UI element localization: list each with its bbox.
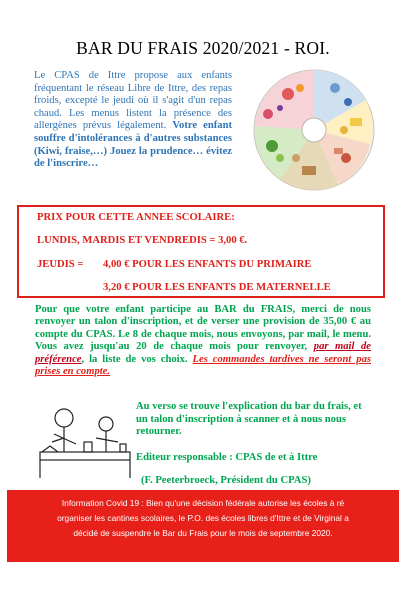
prices-primary: 4,00 € POUR LES ENFANTS DU PRIMAIRE — [103, 259, 312, 270]
participation-paragraph — [35, 304, 371, 378]
signataire: (F. Peeterbroeck, Président du CPAS) — [141, 475, 311, 486]
prices-thursday-label: JEUDIS = — [37, 259, 84, 270]
intro-text: Le CPAS de Ittre propose aux enfants fréquentant le réseau Libre de Ittre, des repas froids, excepté le jeudi où il s'agit d'un repas chaud. Les menus listent la présence des allergènes prévus légalement. — [34, 70, 232, 132]
mail-preference: par mail de préférence — [35, 341, 371, 365]
prices-heading: PRIX POUR CETTE ANNEE SCOLAIRE: — [37, 212, 235, 223]
intro-warning: Votre enfant souffre d'intolérances à d'autres substances (Kiwi, fraise,…) Jouez la prudence… évitez de l'inscrire… — [34, 120, 232, 170]
prices-maternelle: 3,20 € POUR LES ENFANTS DE MATERNELLE — [103, 282, 331, 293]
covid-line-1: Information Covid 19 : Bien qu'une décision fédérale autorise les écoles à ré — [61, 498, 345, 508]
prices-box — [17, 205, 385, 298]
participation-end: , la liste de vos choix. — [81, 353, 188, 365]
covid-line-2: organiser les cantines scolaires, le P.O. des écoles libres d'Ittre et de Virginal a — [57, 513, 349, 523]
bar-illustration — [36, 398, 134, 480]
covid-banner — [7, 490, 399, 562]
page-title: BAR DU FRAIS 2020/2021 - ROI. — [76, 38, 330, 58]
prices-row-weekdays: LUNDIS, MARDIS ET VENDREDIS = 3,00 €. — [37, 235, 248, 246]
food-groups-plate-illustration — [240, 66, 388, 194]
participation-text: Pour que votre enfant participe au BAR du FRAIS, merci de nous renvoyer un talon d'inscription, et de verser une provision de 35,00 € au compte du CPAS. Le 8 de chaque mois, nous envoyons, par mail, le menu. Vous avez jusqu'au 20 de chaque mois pour renvoyer, — [35, 304, 371, 353]
late-orders-warning: Les commandes tardives ne seront pas prises en compte. — [35, 353, 371, 378]
covid-line-3: décidé de suspendre le Bar du Frais pour le mois de septembre 2020. — [73, 528, 333, 538]
intro-paragraph — [34, 70, 232, 171]
verso-note: Au verso se trouve l'explication du bar du frais, et un talon d'inscription à scanner et à nous nous retourner. — [136, 401, 362, 438]
editeur-responsable: Editeur responsable : CPAS de et à Ittre — [136, 452, 318, 463]
